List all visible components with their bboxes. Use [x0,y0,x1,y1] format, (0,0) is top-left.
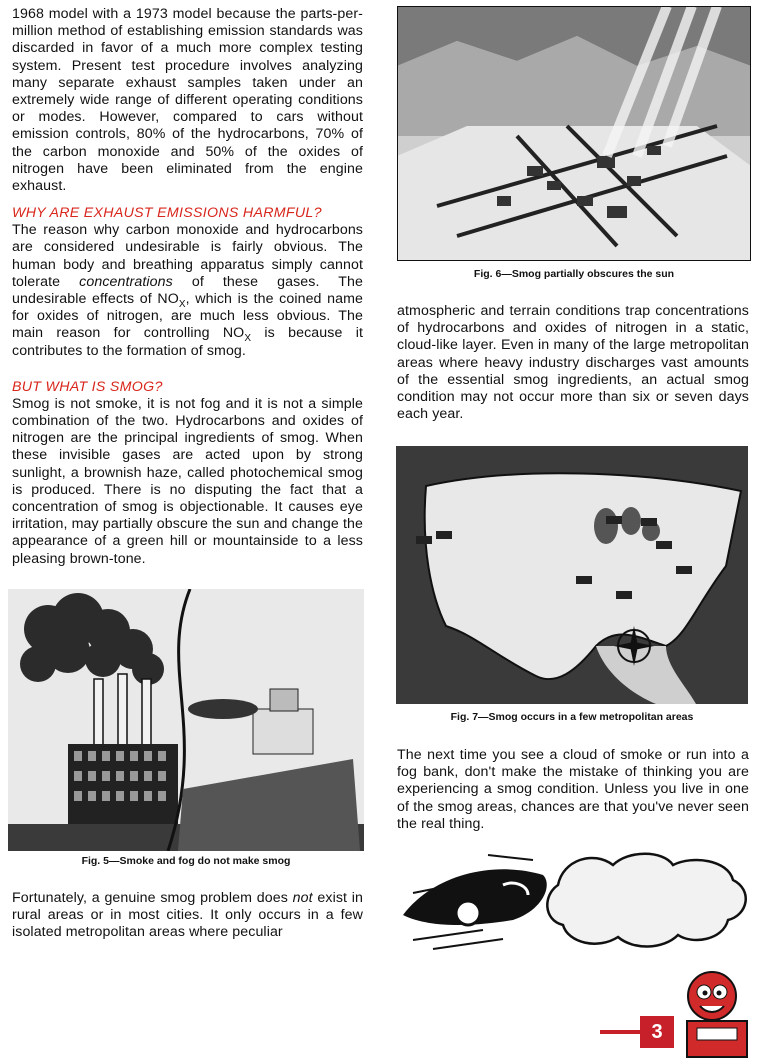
emphasis-not: not [292,890,313,906]
heading-why-harmful: WHY ARE EXHAUST EMISSIONS HARMFUL? [12,205,322,222]
figure-7-map [396,446,748,704]
figure-7-caption: Fig. 7—Smog occurs in a few metropolitan areas [450,711,694,723]
page-number: 3 [640,1016,674,1048]
smog-paragraph: Smog is not smoke, it is not fog and it is not a simple combination of the two. Hydrocarbons and oxides of nitrogen are the principal ingredients of smog. When these invisible gases are acted upon by strong sunlight, a brownish haze, called photochemical smog is produced. There is no disputing the fact that a concentration of smog is objectionable. It causes eye irritation, may partially obscure the sun and change the appearance of a green hill or mountainside to a less pleasing brown-tone. [12,395,363,567]
figure-5-caption: Fig. 5—Smoke and fog do not make smog [81,855,291,867]
figure-5-illustration [8,589,364,851]
emphasis-concentrations: concentrations [79,273,173,290]
car-cloud-cartoon [393,845,753,955]
atmospheric-paragraph: atmospheric and terrain conditions trap concentrations of hydrocarbons and oxides of nitrogen in a static, cloud-like layer. Even in many of the large metropolitan areas where heavy industry discharges vast amounts of the essential smog ingredients, an actual smog condition may not occur more than six or seven days each year. [397,303,749,423]
left-column [12,6,363,568]
heading-what-is-smog: BUT WHAT IS SMOG? [12,378,163,395]
harmful-paragraph: The reason why carbon monoxide and hydrocarbons are considered undesirable is fairly obvious. The human body and breathing apparatus simply cannot tolerate concentrations of these gases. The undesirable effects of $NO_X$, which is the coined name for oxides of nitrogen, are much less obvious. The main reason for controlling $NO_X$ is because it contributes to the formation of smog. [12,222,364,359]
figure-6-illustration [397,6,751,261]
fortunately-paragraph: Fortunately, a genuine smog problem does not exist in rural areas or in most cities. It only occurs in a few isolated metropolitan areas where peculiar [12,890,364,941]
intro-paragraph: 1968 model with a 1973 model because the parts-per-million method of establishing emission standards was discarded in favor of a much more complex testing system. Present test procedure involves analyzing many separate exhaust samples taken under an extremely wide range of different operating conditions or modes. However, compared to cars without emission controls, 80% of the hydrocarbons, 70% of the carbon monoxide and 50% of the oxides of nitrogen have been eliminated from the engine exhaust. [12,6,363,195]
cartoon-mascot-icon [672,966,758,1058]
next-time-paragraph: The next time you see a cloud of smoke or run into a fog bank, don't make the mistake of thinking you are experiencing a smog condition. Unless you live in one of the smog areas, chances are that you've never seen the real thing. [397,747,749,832]
figure-6-caption: Fig. 6—Smog partially obscures the sun [473,268,675,280]
